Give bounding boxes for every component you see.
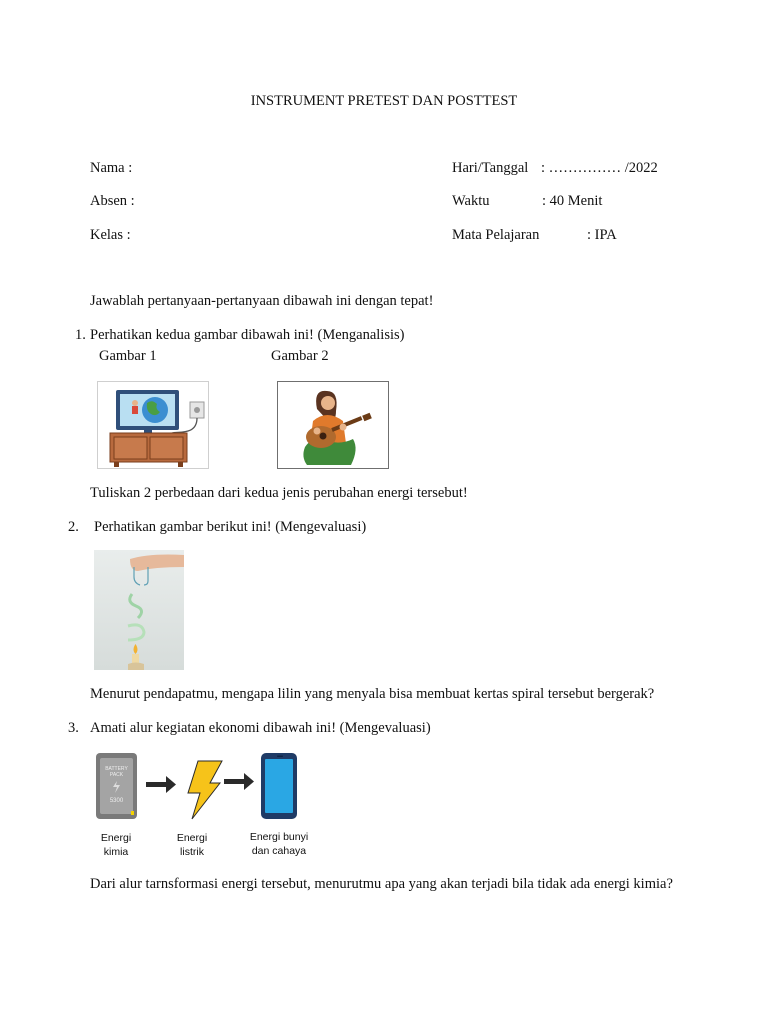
instruction-text: Jawablah pertanyaan-pertanyaan dibawah ini dengan tepat!: [90, 293, 434, 309]
q2-text: Perhatikan gambar berikut ini! (Mengevaluasi): [94, 519, 367, 535]
hari-label: Hari/Tanggal: [452, 160, 529, 176]
mapel-label: Mata Pelajaran: [452, 227, 540, 243]
q1-label-gambar2: Gambar 2: [271, 348, 329, 364]
arrow-right-icon: [146, 776, 176, 793]
spiral-candle-photo: [94, 550, 184, 670]
document-title: INSTRUMENT PRETEST DAN POSTTEST: [250, 93, 518, 109]
tv-illustration: [97, 381, 209, 469]
q2-number: 2.: [68, 519, 79, 535]
kelas-field: Kelas :: [90, 227, 131, 243]
hari-value: : …………… /2022: [541, 160, 658, 176]
mapel-value: : IPA: [587, 227, 617, 243]
guitar-illustration: [277, 381, 389, 469]
lightning-icon: [188, 761, 222, 819]
energy-flow-diagram: [94, 750, 314, 822]
battery-text-1: BATTERY: [105, 766, 128, 772]
nama-field: Nama :: [90, 160, 133, 176]
smartphone-icon: [261, 753, 297, 819]
absen-field: Absen :: [90, 193, 135, 209]
q1-text: Perhatikan kedua gambar dibawah ini! (Menganalisis): [90, 327, 405, 343]
battery-icon: [96, 753, 137, 819]
q1-number: 1.: [75, 327, 86, 343]
q3-prompt: Dari alur tarnsformasi energi tersebut, menurutmu apa yang akan terjadi bila tidak ada energi kimia?: [90, 876, 673, 892]
q2-prompt: Menurut pendapatmu, mengapa lilin yang menyala bisa membuat kertas spiral tersebut bergerak?: [90, 686, 655, 702]
q1-prompt: Tuliskan 2 perbedaan dari kedua jenis perubahan energi tersebut!: [90, 485, 468, 501]
waktu-label: Waktu: [452, 193, 490, 209]
arrow-right-icon: [224, 773, 254, 790]
battery-text-3: 5300: [109, 798, 124, 804]
battery-text-2: PACK: [109, 772, 124, 778]
q3-text: Amati alur kegiatan ekonomi dibawah ini! (Mengevaluasi): [90, 720, 431, 736]
caption-energi-listrik: Energi listrik: [176, 832, 208, 858]
caption-energi-kimia: Energi kimia: [100, 832, 132, 858]
q1-label-gambar1: Gambar 1: [99, 348, 157, 364]
waktu-value: : 40 Menit: [542, 193, 603, 209]
caption-energi-bunyi-cahaya: Energi bunyi dan cahaya: [249, 831, 309, 857]
q3-number: 3.: [68, 720, 79, 736]
